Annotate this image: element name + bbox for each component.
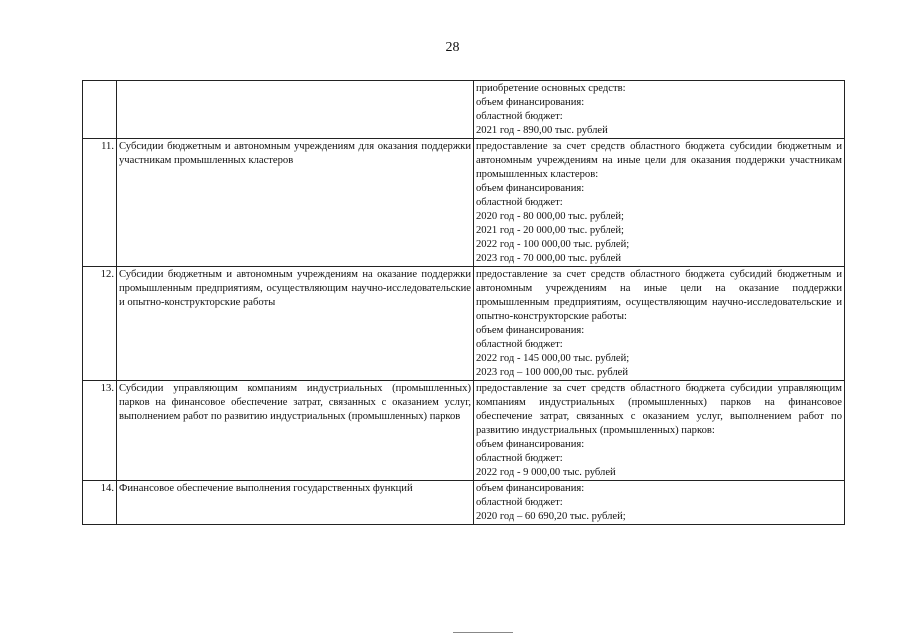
measure-name-cell: Финансовое обеспечение выполнения государственных функций xyxy=(117,481,474,525)
description-line: объем финансирования: xyxy=(476,439,585,450)
page-number: 28 xyxy=(445,40,460,55)
description-line: приобретение основных средств: xyxy=(476,83,626,94)
description-line: 2022 год - 145 000,00 тыс. рублей; xyxy=(476,353,630,364)
row-number-cell: 13. xyxy=(83,381,117,481)
description-paragraph: предоставление за счет средств областного бюджета субсидии бюджетным и автономным учреждениям на иные цели для оказания поддержки участникам промышленных кластеров: xyxy=(476,141,842,180)
measures-table xyxy=(82,80,845,525)
description-line: 2023 год – 100 000,00 тыс. рублей xyxy=(476,367,629,378)
footer-divider xyxy=(453,632,513,633)
description-paragraph: предоставление за счет средств областного бюджета субсидий бюджетным и автономным учреждениям на иные цели на оказание поддержки промышленным предприятиям, осуществляющим научно-исследовательские и опытно-конструкторские работы: xyxy=(476,269,842,322)
description-line: областной бюджет: xyxy=(476,111,563,122)
description-line: объем финансирования: xyxy=(476,97,585,108)
measure-name-cell xyxy=(117,81,474,139)
description-line: 2020 год - 80 000,00 тыс. рублей; xyxy=(476,211,624,222)
description-line: 2021 год - 890,00 тыс. рублей xyxy=(476,125,608,136)
measure-name-cell: Субсидии управляющим компаниям индустриальных (промышленных) парков на финансовое обеспечение затрат, связанных с оказанием услуг, выполнением работ по развитию индустриальных (промышленных) парков xyxy=(117,381,474,481)
measure-description-cell xyxy=(474,381,845,481)
description-line: областной бюджет: xyxy=(476,197,563,208)
measure-description-cell xyxy=(474,139,845,267)
measure-description-cell xyxy=(474,267,845,381)
row-number-cell: 14. xyxy=(83,481,117,525)
row-number-cell: 11. xyxy=(83,139,117,267)
table-row xyxy=(83,81,845,139)
measure-name-cell: Субсидии бюджетным и автономным учреждениям для оказания поддержки участникам промышленных кластеров xyxy=(117,139,474,267)
table-row xyxy=(83,381,845,481)
description-line: 2022 год - 100 000,00 тыс. рублей; xyxy=(476,239,630,250)
description-line: объем финансирования: xyxy=(476,183,585,194)
table-row xyxy=(83,481,845,525)
description-line: областной бюджет: xyxy=(476,453,563,464)
description-line: 2021 год - 20 000,00 тыс. рублей; xyxy=(476,225,624,236)
table-row xyxy=(83,267,845,381)
row-number-cell: 12. xyxy=(83,267,117,381)
row-number-cell xyxy=(83,81,117,139)
measure-description-cell xyxy=(474,81,845,139)
description-line: объем финансирования: xyxy=(476,325,585,336)
description-line: 2022 год - 9 000,00 тыс. рублей xyxy=(476,467,616,478)
measure-name-cell: Субсидии бюджетным и автономным учреждениям на оказание поддержки промышленным предприятиям, осуществляющим научно-исследовательские и опытно-конструкторские работы xyxy=(117,267,474,381)
description-line: 2020 год – 60 690,20 тыс. рублей; xyxy=(476,511,626,522)
description-line: областной бюджет: xyxy=(476,497,563,508)
table-row xyxy=(83,139,845,267)
measure-description-cell xyxy=(474,481,845,525)
description-line: областной бюджет: xyxy=(476,339,563,350)
description-paragraph: предоставление за счет средств областного бюджета субсидии управляющим компаниям индустриальных (промышленных) парков на финансовое обеспечение затрат, связанных с оказанием услуг, выполнением работ по развитию индустриальных (промышленных) парков: xyxy=(476,383,842,436)
description-line: 2023 год - 70 000,00 тыс. рублей xyxy=(476,253,621,264)
description-line: объем финансирования: xyxy=(476,483,585,494)
